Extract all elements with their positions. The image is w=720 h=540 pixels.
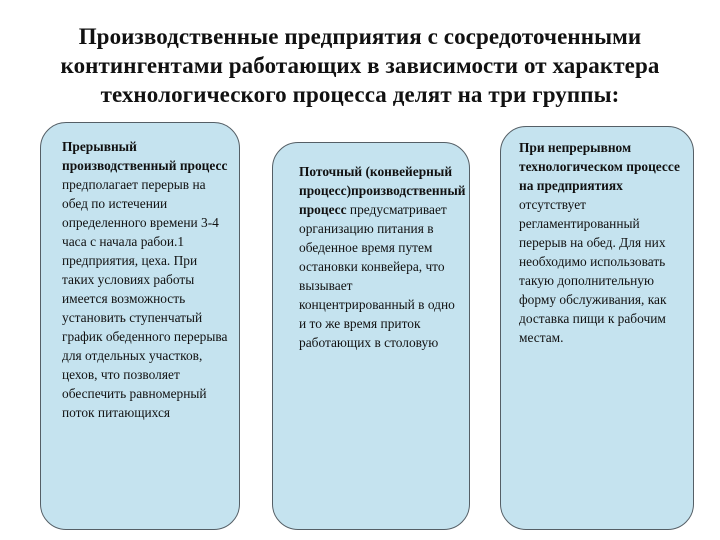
group-text: предусматривает организацию питания в обеденное время путем остановки конвейера, что вызывает концентрированный в одно и то же время приток работающих в столовую bbox=[299, 202, 455, 350]
group-description bbox=[519, 138, 685, 347]
group-heading: При непрерывном технологическом процессе на предприятиях bbox=[519, 140, 680, 193]
group-heading: Поточный (конвейерный процесс)производственный процесс bbox=[299, 164, 466, 217]
group-text: отсутствует регламентированный перерыв на обед. Для них необходимо использовать такую дополнительную форму обслуживания, как доставка пищи к рабочим местам. bbox=[519, 197, 667, 345]
group-text: предполагает перерыв на обед по истечении определенного времени 3-4 часа с начала рабои.1 предприятия, цеха. При таких условиях работы имеется возможность установить ступенчатый график обеденного перерыва для отдельных участков, цехов, что позволяет обеспечить равномерный поток питающихся bbox=[62, 177, 228, 420]
group-heading: Прерывный производственный процесс bbox=[62, 139, 228, 173]
group-description bbox=[62, 137, 231, 422]
slide-title: Производственные предприятия с сосредоточенными контингентами работающих в зависимости от характера технологического процесса делят на три группы: bbox=[60, 24, 660, 107]
group-card-conveyor-process bbox=[272, 142, 470, 530]
group-card-continuous-process bbox=[500, 126, 694, 530]
group-description bbox=[299, 162, 466, 352]
group-card-interrupted-process bbox=[40, 122, 240, 530]
